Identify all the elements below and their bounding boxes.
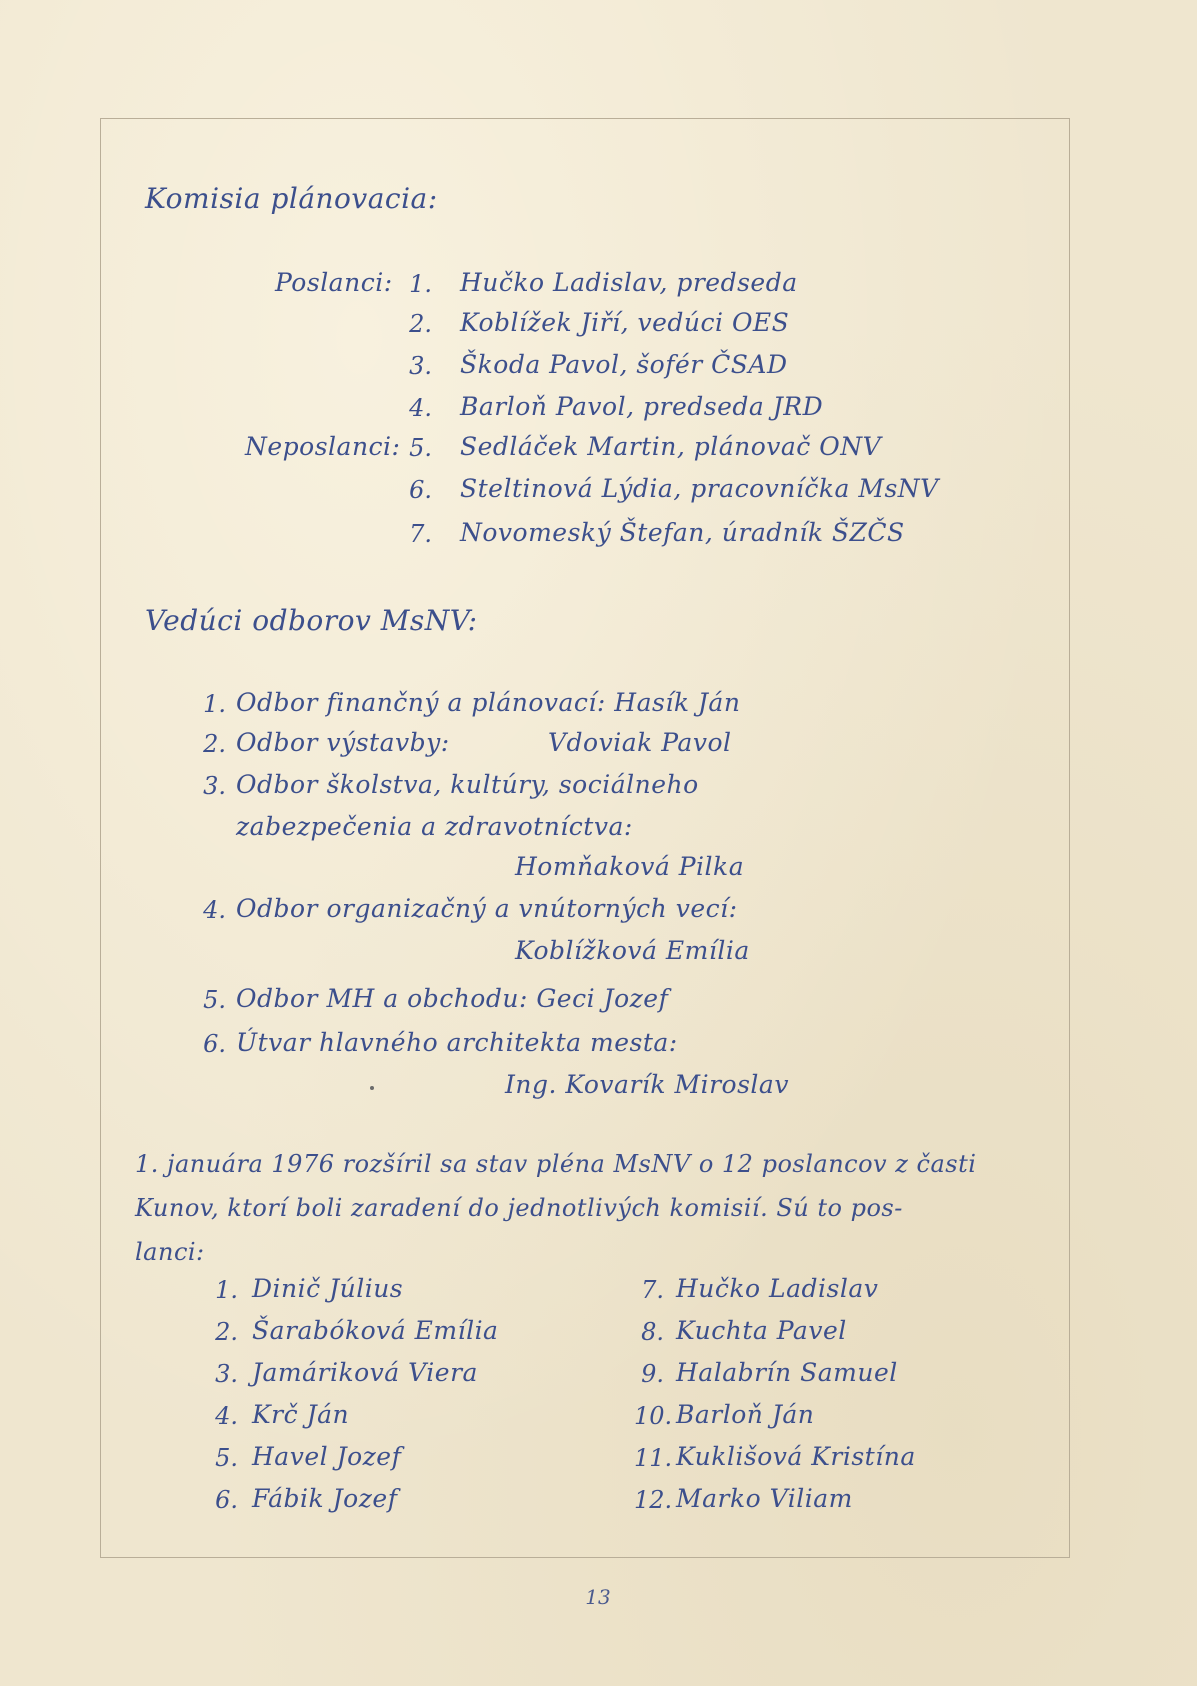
department-number: 3. bbox=[203, 772, 226, 800]
member-number: 6. bbox=[409, 476, 432, 504]
department-number: 5. bbox=[203, 986, 226, 1014]
member-number: 4. bbox=[409, 394, 432, 422]
deputy-number: 6. bbox=[215, 1486, 238, 1514]
deputy-number: 12. bbox=[634, 1486, 673, 1514]
department-line: Odbor výstavby: bbox=[236, 728, 450, 757]
department-number: 2. bbox=[203, 730, 226, 758]
member-number: 2. bbox=[409, 310, 432, 338]
member-entry: Hučko Ladislav, predseda bbox=[460, 268, 798, 297]
member-number: 5. bbox=[409, 434, 432, 462]
non-deputies-label: Neposlanci: bbox=[245, 432, 401, 461]
member-number: 1. bbox=[409, 270, 432, 298]
department-heads-heading: Vedúci odborov MsNV: bbox=[145, 604, 478, 637]
member-number: 7. bbox=[409, 520, 432, 548]
deputy-number: 1. bbox=[215, 1276, 238, 1304]
deputy-number: 8. bbox=[641, 1318, 664, 1346]
deputy-number: 2. bbox=[215, 1318, 238, 1346]
paragraph-line: Kunov, ktorí boli zaradení do jednotlivých komisií. Sú to pos- bbox=[135, 1194, 903, 1222]
deputy-name: Jamáriková Viera bbox=[252, 1358, 478, 1387]
deputy-name: Halabrín Samuel bbox=[676, 1358, 898, 1387]
department-head-name: Homňaková Pilka bbox=[515, 852, 745, 881]
department-number: 4. bbox=[203, 896, 226, 924]
deputy-name: Šarabóková Emília bbox=[252, 1316, 499, 1345]
department-line: Odbor MH a obchodu: Geci Jozef bbox=[236, 984, 669, 1013]
paragraph-line: lanci: bbox=[135, 1238, 205, 1266]
member-entry: Sedláček Martin, plánovač ONV bbox=[460, 432, 882, 461]
deputy-number: 3. bbox=[215, 1360, 238, 1388]
deputy-number: 10. bbox=[634, 1402, 673, 1430]
member-entry: Novomeský Štefan, úradník ŠZČS bbox=[460, 518, 905, 547]
deputy-name: Kuklišová Kristína bbox=[676, 1442, 916, 1471]
member-number: 3. bbox=[409, 352, 432, 380]
department-line: Odbor finančný a plánovací: Hasík Ján bbox=[236, 688, 741, 717]
deputy-name: Hučko Ladislav bbox=[676, 1274, 879, 1303]
department-line: Odbor školstva, kultúry, sociálneho bbox=[236, 770, 699, 799]
page-number: 13 bbox=[585, 1585, 611, 1609]
deputy-name: Havel Jozef bbox=[252, 1442, 402, 1471]
paragraph-line: 1. januára 1976 rozšíril sa stav pléna MsNV o 12 poslancov z časti bbox=[135, 1150, 977, 1178]
deputy-name: Kuchta Pavel bbox=[676, 1316, 847, 1345]
deputy-number: 5. bbox=[215, 1444, 238, 1472]
deputy-name: Marko Viliam bbox=[676, 1484, 853, 1513]
department-line: Útvar hlavného architekta mesta: bbox=[236, 1028, 678, 1057]
ink-dot bbox=[370, 1086, 374, 1090]
deputy-name: Fábik Jozef bbox=[252, 1484, 398, 1513]
deputy-name: Dinič Július bbox=[252, 1274, 404, 1303]
deputy-number: 4. bbox=[215, 1402, 238, 1430]
deputy-number: 9. bbox=[641, 1360, 664, 1388]
department-line: Odbor organizačný a vnútorných vecí: bbox=[236, 894, 738, 923]
deputy-number: 7. bbox=[641, 1276, 664, 1304]
deputy-number: 11. bbox=[634, 1444, 673, 1472]
department-head-name: Vdoviak Pavol bbox=[548, 728, 732, 757]
member-entry: Koblížek Jiří, vedúci OES bbox=[460, 308, 790, 337]
department-head-name: Koblížková Emília bbox=[515, 936, 750, 965]
planning-commission-heading: Komisia plánovacia: bbox=[145, 182, 438, 215]
department-head-name: Ing. Kovarík Miroslav bbox=[505, 1070, 789, 1099]
member-entry: Steltinová Lýdia, pracovníčka MsNV bbox=[460, 474, 939, 503]
member-entry: Škoda Pavol, šofér ČSAD bbox=[460, 350, 788, 379]
department-number: 1. bbox=[203, 690, 226, 718]
deputy-name: Krč Ján bbox=[252, 1400, 350, 1429]
department-line: zabezpečenia a zdravotníctva: bbox=[236, 812, 633, 841]
department-number: 6. bbox=[203, 1030, 226, 1058]
member-entry: Barloň Pavol, predseda JRD bbox=[460, 392, 824, 421]
deputy-name: Barloň Ján bbox=[676, 1400, 815, 1429]
deputies-label: Poslanci: bbox=[275, 268, 393, 297]
